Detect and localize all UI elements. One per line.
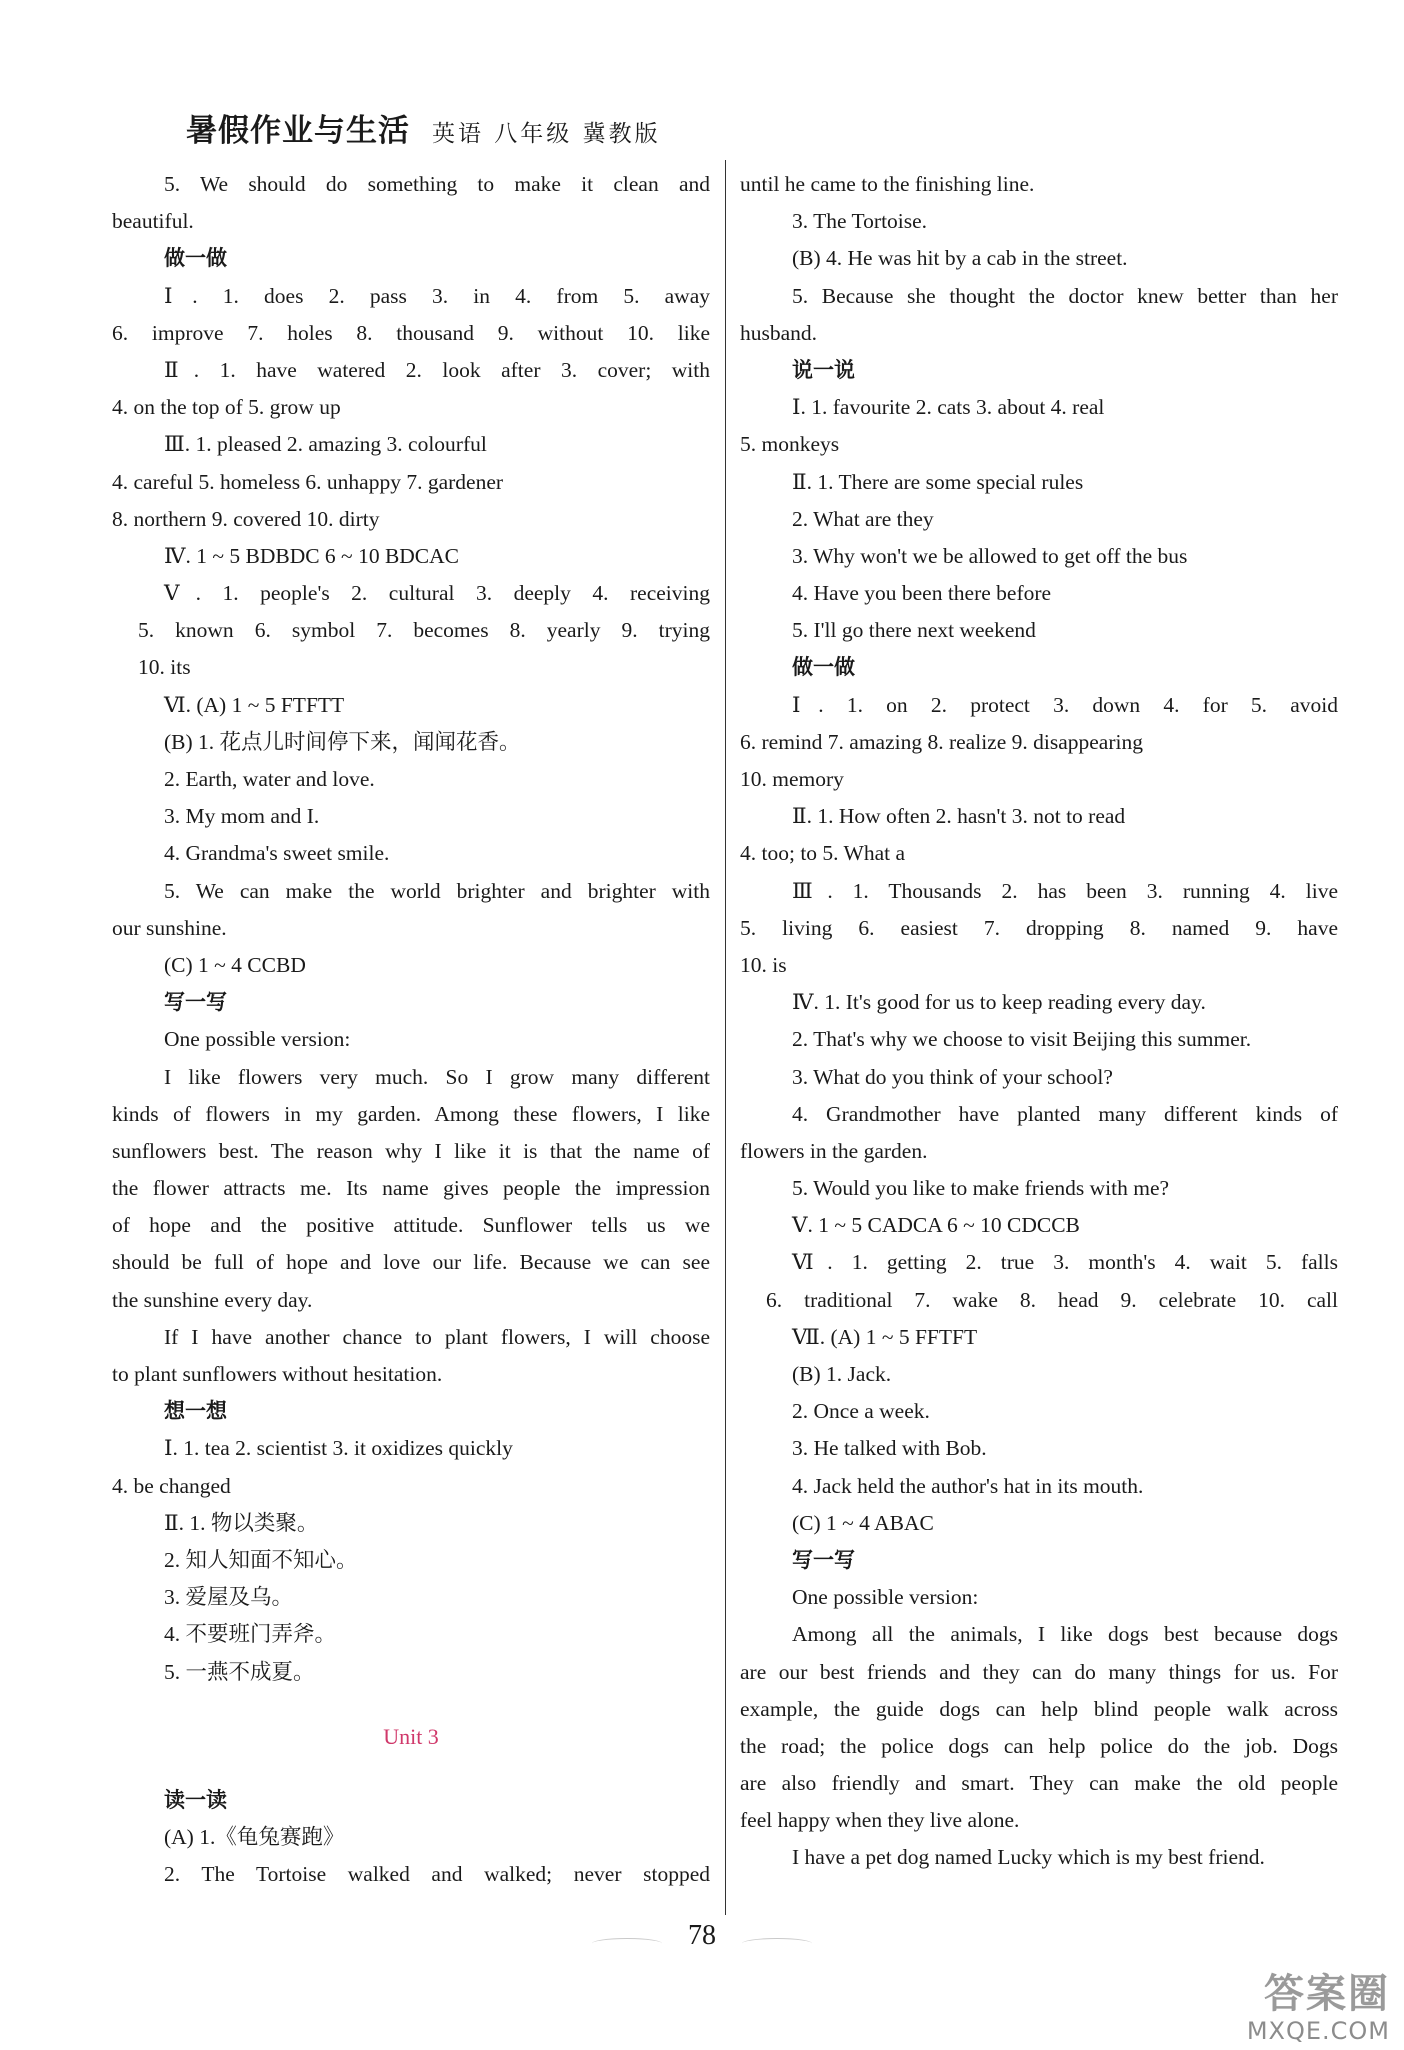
answer-line: 3. The Tortoise. xyxy=(792,209,928,234)
answer-line: Ⅰ. 1. does 2. pass 3. in 4. from 5. away xyxy=(164,283,710,308)
answer-line: the flower attracts me. Its name gives people the impression xyxy=(112,1176,710,1201)
answer-line: 5. Because she thought the doctor knew better than her xyxy=(792,283,1338,308)
left-column xyxy=(112,166,710,1893)
answer-line: Ⅲ. 1. Thousands 2. has been 3. running 4. live xyxy=(792,878,1338,903)
answer-line: beautiful. xyxy=(112,209,194,234)
answer-line: 6. traditional 7. wake 8. head 9. celebrate 10. call xyxy=(766,1287,1338,1312)
answer-line: 2. That's why we choose to visit Beijing this summer. xyxy=(792,1027,1252,1052)
answer-line: 4. be changed xyxy=(112,1473,231,1498)
answer-line: Ⅱ. 1. 物以类聚。 xyxy=(164,1510,319,1535)
answer-line: 3. Why won't we be allowed to get off the bus xyxy=(792,543,1188,568)
answer-line: feel happy when they live alone. xyxy=(740,1808,1020,1833)
answer-line: (B) 1. Jack. xyxy=(792,1362,892,1386)
answer-line: 6. improve 7. holes 8. thousand 9. without 10. like xyxy=(112,320,710,345)
answer-line: Ⅶ. (A) 1 ~ 5 FFTFT xyxy=(792,1324,978,1349)
answer-line: Ⅳ. 1. It's good for us to keep reading every day. xyxy=(792,990,1206,1015)
answer-line: (C) 1 ~ 4 CCBD xyxy=(164,952,306,977)
answer-line: 4. too; to 5. What a xyxy=(740,841,906,866)
answer-line: 5. known 6. symbol 7. becomes 8. yearly 9. trying xyxy=(138,618,710,643)
answer-line: Ⅵ. (A) 1 ~ 5 FTFTT xyxy=(164,692,345,717)
answer-line: 2. The Tortoise walked and walked; never stopped xyxy=(164,1862,710,1887)
answer-line: I have a pet dog named Lucky which is my best friend. xyxy=(792,1845,1265,1870)
book-title: 暑假作业与生活 xyxy=(186,113,410,149)
answer-line: our sunshine. xyxy=(112,915,227,940)
answer-line: sunflowers best. The reason why I like it is that the name of xyxy=(112,1138,710,1163)
answer-line: flowers in the garden. xyxy=(740,1138,928,1163)
answer-line: Ⅴ. 1. people's 2. cultural 3. deeply 4. receiving xyxy=(164,581,710,606)
answer-line: 4. Have you been there before xyxy=(792,581,1052,606)
answer-line: 3. He talked with Bob. xyxy=(792,1436,987,1461)
answer-line: 2. 知人知面不知心。 xyxy=(164,1547,358,1572)
answer-line: (A) 1.《龟兔赛跑》 xyxy=(164,1825,345,1850)
page-number: 78 xyxy=(662,1920,742,1952)
answer-line: kinds of flowers in my garden. Among these flowers, I like xyxy=(112,1101,710,1126)
answer-line: the sunshine every day. xyxy=(112,1287,313,1312)
answer-line: Ⅵ. 1. getting 2. true 3. month's 4. wait 5. falls xyxy=(792,1250,1338,1275)
answer-line: husband. xyxy=(740,320,818,345)
answer-line: Ⅱ. 1. have watered 2. look after 3. cover; with xyxy=(164,357,710,382)
spacer xyxy=(112,1755,710,1782)
answer-line: 2. Earth, water and love. xyxy=(164,767,375,791)
answer-line: 5. Would you like to make friends with me? xyxy=(792,1176,1170,1201)
answer-line: 2. What are they xyxy=(792,506,934,531)
answer-line: 8. northern 9. covered 10. dirty xyxy=(112,506,380,531)
answer-line: 3. What do you think of your school? xyxy=(792,1064,1113,1089)
section-heading: 想一想 xyxy=(164,1399,227,1424)
section-heading: 写一写 xyxy=(792,1547,855,1572)
section-heading: 做一做 xyxy=(792,655,855,680)
answer-line: 4. on the top of 5. grow up xyxy=(112,395,341,420)
unit-title: Unit 3 xyxy=(383,1723,439,1749)
section-heading: 读一读 xyxy=(164,1787,227,1812)
watermark-brand: 答案圈 xyxy=(1264,1971,1390,2017)
answer-line: 10. memory xyxy=(740,767,844,791)
answer-line: 10. is xyxy=(740,952,787,977)
section-heading: 写一写 xyxy=(164,990,227,1015)
column-divider xyxy=(725,160,726,1915)
answer-line: Ⅰ. 1. favourite 2. cats 3. about 4. real xyxy=(792,395,1105,420)
answer-line: Ⅴ. 1 ~ 5 CADCA 6 ~ 10 CDCCB xyxy=(792,1213,1080,1238)
answer-line: Ⅱ. 1. There are some special rules xyxy=(792,469,1084,494)
answer-line: Ⅳ. 1 ~ 5 BDBDC 6 ~ 10 BDCAC xyxy=(164,543,460,568)
answer-line: the road; the police dogs can help police do the job. Dogs xyxy=(740,1733,1338,1758)
answer-line: 4. 不要班门弄斧。 xyxy=(164,1622,337,1647)
watermark-logo xyxy=(1140,1962,1390,2045)
answer-line: 4. Grandmother have planted many different kinds of xyxy=(792,1101,1338,1126)
section-heading: 说一说 xyxy=(792,357,855,382)
answer-line: Ⅲ. 1. pleased 2. amazing 3. colourful xyxy=(164,432,487,457)
answer-line: 3. 爱屋及乌。 xyxy=(164,1585,294,1610)
answer-line: (C) 1 ~ 4 ABAC xyxy=(792,1510,934,1535)
answer-line: If I have another chance to plant flowers, I will choose xyxy=(164,1324,710,1349)
answer-line: until he came to the finishing line. xyxy=(740,172,1035,196)
answer-line: Among all the animals, I like dogs best because dogs xyxy=(792,1622,1338,1647)
answer-line: (B) 1. 花点儿时间停下来，闻闻花香。 xyxy=(164,729,521,754)
answer-line: 3. My mom and I. xyxy=(164,804,320,829)
answer-line: 5. living 6. easiest 7. dropping 8. named 9. have xyxy=(740,915,1338,940)
answer-line: 6. remind 7. amazing 8. realize 9. disappearing xyxy=(740,729,1143,754)
answer-line: are our best friends and they can do many things for us. For xyxy=(740,1659,1338,1684)
answer-line: One possible version: xyxy=(164,1027,351,1052)
spacer xyxy=(112,1691,710,1718)
answer-line: I like flowers very much. So I grow many different xyxy=(164,1064,710,1089)
answer-line: should be full of hope and love our life. Because we can see xyxy=(112,1250,710,1275)
answer-line: are also friendly and smart. They can make the old people xyxy=(740,1771,1338,1796)
answer-line: 2. Once a week. xyxy=(792,1399,930,1424)
answer-line: 5. We should do something to make it clean and xyxy=(164,172,710,196)
answer-line: 5. monkeys xyxy=(740,432,840,457)
subject-info: 英语 八年级 冀教版 xyxy=(432,121,661,147)
answer-line: of hope and the positive attitude. Sunflower tells us we xyxy=(112,1213,710,1238)
answer-line: Ⅱ. 1. How often 2. hasn't 3. not to read xyxy=(792,804,1126,829)
answer-line: Ⅰ. 1. on 2. protect 3. down 4. for 5. avoid xyxy=(792,692,1338,717)
answer-line: 10. its xyxy=(138,655,191,680)
page-header xyxy=(186,105,661,150)
right-column xyxy=(740,166,1338,1877)
watermark-url: MXQE.COM xyxy=(1246,2017,1390,2045)
answer-line: 5. We can make the world brighter and brighter with xyxy=(164,878,710,903)
answer-line: One possible version: xyxy=(792,1585,979,1610)
section-heading: 做一做 xyxy=(164,246,227,271)
answer-line: (B) 4. He was hit by a cab in the street. xyxy=(792,246,1128,271)
answer-line: 4. Jack held the author's hat in its mouth. xyxy=(792,1473,1144,1498)
answer-line: Ⅰ. 1. tea 2. scientist 3. it oxidizes quickly xyxy=(164,1436,513,1461)
answer-line: 5. I'll go there next weekend xyxy=(792,618,1036,643)
answer-line: example, the guide dogs can help blind people walk across xyxy=(740,1696,1338,1721)
answer-line: to plant sunflowers without hesitation. xyxy=(112,1362,443,1386)
answer-line: 4. Grandma's sweet smile. xyxy=(164,841,390,866)
answer-line: 4. careful 5. homeless 6. unhappy 7. gardener xyxy=(112,469,504,494)
answer-line: 5. 一燕不成夏。 xyxy=(164,1659,315,1684)
